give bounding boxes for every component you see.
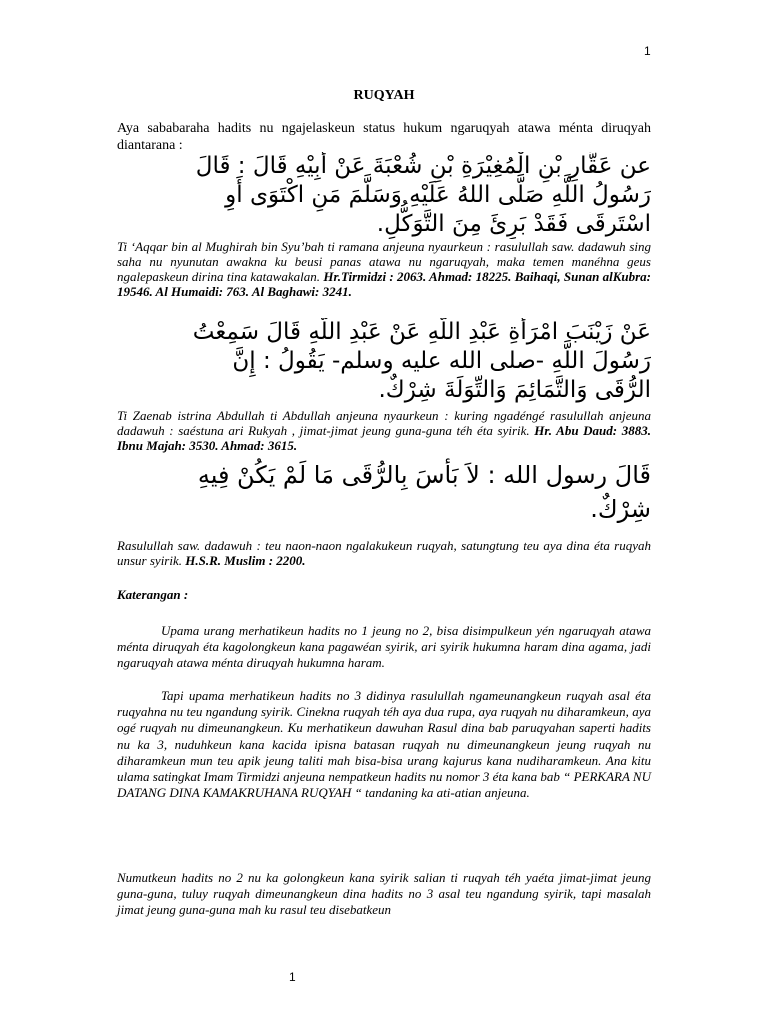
hadith-1-translation [117,239,651,299]
document-title: RUQYAH [353,88,415,103]
translation-text: Ti Zaenab istrina Abdullah ti Abdullah anjeuna nyaurkeun : kuring ngadéngé rasulullah anjeuna dadawuh : saéstuna ari Rukyah , jimat-jimat jeung guna-guna téh éta syirik. [117,408,651,438]
hadith-3-arabic [117,458,651,526]
hadith-source: Hr. Abu Daud: 3883. Ibnu Majah: 3530. Ahmad: 3615. [117,423,651,453]
explanation-paragraph: Tapi upama merhatikeun hadits no 3 didinya rasulullah ngameunangkeun ruqyah asal éta ruqyahna nu teu ngandung syirik. Cinekna ruqyah téh aya dua rupa, aya ruqyah nu diharamkeun, aya ogé ruqyah nu dimeunangkeun. Ku merhatikeun dawuhan Rasul dina bab paruqyahan saperti hadits nu ka 3, nuduhkeun kana kacida ipisna batasan ruqyah nu dimeunangkeun jeung ruqyah nu diharamkeun mun teu apik jeung taliti mah bisa-bisa urang kajurus kana nudiharamkeun. Ana kitu ulama satingkat Imam Tirmidzi anjeuna nempatkeun hadits nu nomor 3 éta kana bab “ PERKARA NU DATANG DINA KAMAKRUHANA RUQYAH “ tandaning ka ati-atian anjeuna. [117,688,651,801]
explanation-paragraph: Numutkeun hadits no 2 nu ka golongkeun kana syirik salian ti ruqyah téh yaéta jimat-jimat jeung guna-guna, tuluy ruqyah dimeunangkeun dina hadits no 3 asal teu ngandung syirik, tapi masalah jimat jeung guna-guna mah ku rasul teu disebatkeun [117,870,651,918]
hadith-1-arabic [117,152,651,239]
hadith-source: H.S.R. Muslim : 2200. [185,553,306,568]
translation-text: Rasulullah saw. dadawuh : teu naon-naon ngalakukeun ruqyah, satungtung teu aya dina éta ruqyah unsur syirik. [117,538,651,568]
arabic-line: رَسُولَ اللَّهِ -صلى الله عليه وسلم- يَقُولُ : إِنَّ [232,348,651,374]
keterangan-heading: Katerangan : [117,587,189,602]
hadith-source: Hr.Tirmidzi : 2063. Ahmad: 18225. Baihaqi, Sunan alKubra: 19546. Al Humaidi: 763. Al Baghawi: 3241. [117,269,651,299]
arabic-line: الرُّقَى وَالتَّمَائِمَ وَالتِّوَلَةَ شِرْكٌ. [378,377,651,403]
explanation-paragraph: Upama urang merhatikeun hadits no 1 jeung no 2, bisa disimpulkeun yén ngaruqyah atawa ménta diruqyah éta kagolongkeun kana pagawéan syirik, ari syirik hukumna haram dina agama, jadi ngaruqyah atawa ménta diruqyah hukumna haram. [117,623,651,671]
arabic-line: قَالَ رسول الله : لاَ بَأْسَ بِالرُّقَى مَا لَمْ يَكُنْ فِيهِ [197,461,651,489]
arabic-line: رَسُولُ اللَّهِ صَلَّى اللهُ عَلَيْهِ وَسَلَّمَ مَنِ اكْتَوَى أَوِ [225,182,651,208]
hadith-2-arabic [117,318,651,405]
arabic-line: شِرْكٌ. [590,495,651,523]
arabic-line: عن عَقَّارِ بْنِ الْمُغِيْرَةِ بْنِ شُعْبَةَ عَنْ أَبِيْهِ قَالَ : قَالَ [195,153,651,179]
hadith-3-translation [117,538,651,568]
intro-paragraph: Aya sababaraha hadits nu ngajelaskeun status hukum ngaruqyah atawa ménta diruqyah diantarana : [117,121,651,153]
page-number-top: 1 [644,44,651,58]
arabic-line: عَنْ زَيْنَبَ امْرَأَةِ عَبْدِ اللَّهِ عَنْ عَبْدِ اللَّهِ قَالَ سَمِعْتُ [192,319,651,345]
page-number-bottom: 1 [289,970,296,984]
translation-text: Ti ‘Aqqar bin al Mughirah bin Syu’bah ti ramana anjeuna nyaurkeun : rasulullah saw. dadawuh sing saha nu nyunutan awakna ku beusi panas atawa nu ngaruqyah, maka temen manéhna geus ngalepaskeun dirina tina katawakalan. [117,239,651,284]
hadith-2-translation [117,408,651,453]
arabic-line: اسْتَرقَى فَقَدْ بَرِئَ مِنَ التَّوَكُّلِ. [376,211,651,237]
